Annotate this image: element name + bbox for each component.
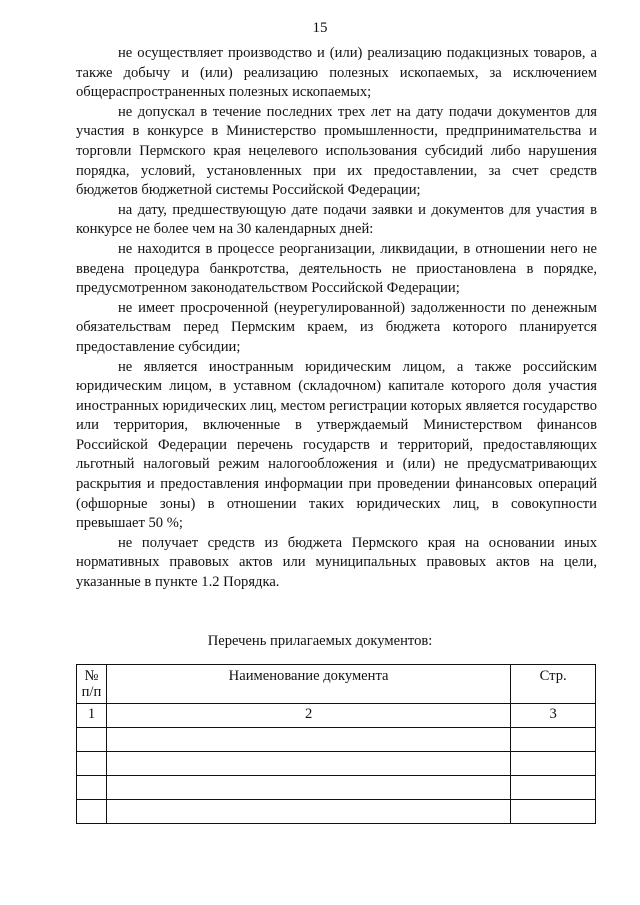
empty-cell-page bbox=[511, 776, 596, 800]
empty-cell-page bbox=[511, 752, 596, 776]
document-body bbox=[76, 44, 597, 593]
documents-list-heading: Перечень прилагаемых документов: bbox=[207, 633, 433, 649]
index-cell-name: 2 bbox=[106, 704, 510, 728]
paragraph-date-condition: на дату, предшествующую дате подачи заявки и документов для участия в конкурсе не более чем на 30 календарных дней: bbox=[76, 201, 597, 238]
empty-cell-number bbox=[77, 776, 107, 800]
table-header-row bbox=[77, 665, 596, 704]
empty-cell-name bbox=[106, 800, 510, 824]
empty-cell-page bbox=[511, 728, 596, 752]
column-header-page: Стр. bbox=[511, 665, 596, 704]
table-row bbox=[77, 800, 596, 824]
index-cell-page: 3 bbox=[511, 704, 596, 728]
empty-cell-number bbox=[77, 728, 107, 752]
paragraph-foreign-entity: не является иностранным юридическим лицом, а также российским юридическим лицом, в уставном (складочном) капитале которого доля участия иностранных юридических лиц, местом регистрации которых является государство или территория, включенные в утверждаемый Министерством финансов Российской Федерации перечень государств и территорий, предоставляющих льготный налоговый режим налогообложения и (или) не предусматривающих раскрытия и предоставления информации при проведении финансовых операций (офшорные зоны) в отношении таких юридических лиц, в совокупности превышает 50 %; bbox=[76, 358, 597, 532]
empty-cell-page bbox=[511, 800, 596, 824]
empty-cell-name bbox=[106, 776, 510, 800]
documents-table bbox=[76, 664, 596, 824]
empty-cell-number bbox=[77, 800, 107, 824]
empty-cell-number bbox=[77, 752, 107, 776]
column-header-name: Наименование документа bbox=[106, 665, 510, 704]
paragraph-subsidy-misuse: не допускал в течение последних трех лет на дату подачи документов для участия в конкурсе в Министерство промышленности, предпринимательства и торговли Пермского края нецелевого использования субсидий либо нарушения порядка, условий, установленных при их предоставлении, за счет средств бюджетов бюджетной системы Российской Федерации; bbox=[76, 103, 597, 199]
empty-cell-name bbox=[106, 728, 510, 752]
empty-cell-name bbox=[106, 752, 510, 776]
table-row bbox=[77, 752, 596, 776]
paragraph-reorganization: не находится в процессе реорганизации, ликвидации, в отношении него не введена процедура банкротства, деятельность не приостановлена в порядке, предусмотренном законодательством Российской Федерации; bbox=[76, 240, 597, 297]
table-row bbox=[77, 776, 596, 800]
table-row bbox=[77, 728, 596, 752]
paragraph-excise-goods: не осуществляет производство и (или) реализацию подакцизных товаров, а также добычу и (или) реализацию полезных ископаемых, за исключением общераспространенных полезных ископаемых; bbox=[76, 45, 597, 101]
column-header-number: № п/п bbox=[77, 665, 107, 704]
paragraph-other-funding: не получает средств из бюджета Пермского края на основании иных нормативных правовых актов или муниципальных правовых актов на цели, указанные в пункте 1.2 Порядка. bbox=[76, 534, 597, 591]
page-number: 15 bbox=[312, 20, 328, 36]
paragraph-overdue-debt: не имеет просроченной (неурегулированной) задолженности по денежным обязательствам перед Пермским краем, из бюджета которого планируется предоставление субсидии; bbox=[76, 299, 597, 355]
table-index-row bbox=[77, 704, 596, 728]
index-cell-number: 1 bbox=[77, 704, 107, 728]
